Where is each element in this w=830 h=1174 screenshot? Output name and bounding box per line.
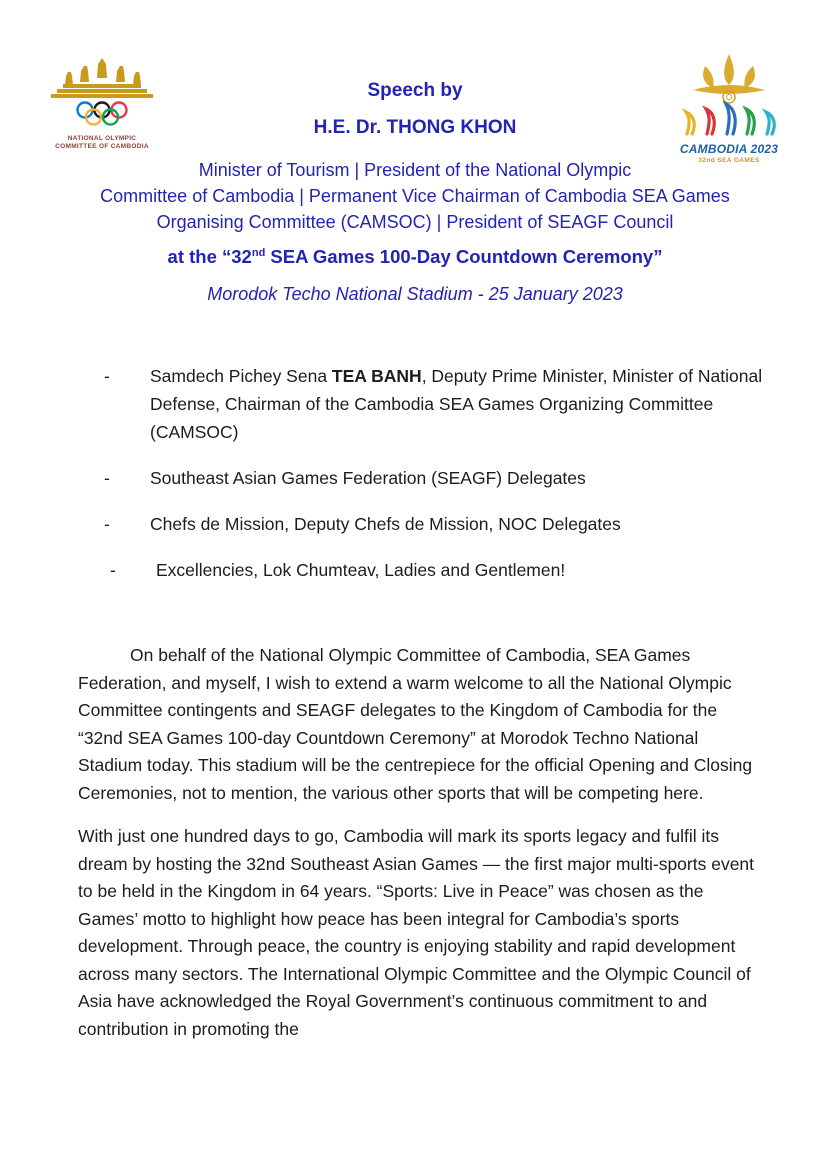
event-title-suffix: SEA Games 100-Day Countdown Ceremony” [265,246,663,267]
speaker-title-line3: Organising Committee (CAMSOC) | President of SEAGF Council [156,212,674,232]
speaker-titles [0,157,830,235]
bullet-dash: - [104,468,110,488]
guest-item-prefix: Samdech Pichey Sena [150,366,332,386]
bullet-dash: - [110,560,116,580]
speaker-title-line1: Minister of Tourism | President of the National Olympic [198,160,632,180]
guest-list-item [78,510,768,538]
guest-list-item [78,464,768,492]
noc-caption-line1: NATIONAL OLYMPIC [67,135,137,142]
noc-caption-line2: COMMITTEE OF CAMBODIA [55,143,149,150]
bullet-dash: - [104,366,110,386]
guest-item-text: Excellencies, Lok Chumteav, Ladies and Gentlemen! [156,560,566,580]
speech-by-label: Speech by [367,80,463,101]
sea-games-subtitle: 32nd SEA GAMES [698,157,760,164]
guest-item-suffix: , Deputy Prime Minister, Minister of National Defense, Chairman of the Cambodia SEA Games Organizing Committee (CAMSOC) [150,366,763,442]
event-title-prefix: at the “32 [167,246,252,267]
event-title [0,246,830,268]
speech-body [78,642,762,1059]
guest-list [78,362,768,602]
speech-paragraph-2: With just one hundred days to go, Cambodia will mark its sports legacy and fulfil its dream by hosting the 32nd Southeast Asian Games — the first major multi-sports event to be held in the Kingdom in 64 years. “Sports: Live in Peace” was chosen as the Games’ motto to highlight how peace has been integral for Cambodia’s sports development. Through peace, the country is enjoying stability and rapid development across many sectors. The International Olympic Committee and the Olympic Council of Asia have acknowledged the Royal Government’s continuous commitment to and contribution in promoting the [78,826,755,1039]
speech-paragraph-1: On behalf of the National Olympic Committee of Cambodia, SEA Games Federation, and myself, I wish to extend a warm welcome to all the National Olympic Committee contingents and SEAGF delegates to the Kingdom of Cambodia for the “32nd SEA Games 100-day Countdown Ceremony” at Morodok Techno National Stadium today. This stadium will be the centrepiece for the official Opening and Closing Ceremonies, not to mention, the various other sports that will be competing here. [78,645,753,803]
sea-games-2023-logo [664,52,794,165]
speaker-title-line2: Committee of Cambodia | Permanent Vice Chairman of Cambodia SEA Games [100,186,730,206]
guest-item-text: Chefs de Mission, Deputy Chefs de Mission, NOC Delegates [150,514,621,534]
guest-list-item [78,362,768,446]
sea-games-title: CAMBODIA 2023 [679,142,779,156]
venue-date-line: Morodok Techo National Stadium - 25 January 2023 [207,284,623,304]
guest-list-item [78,556,768,584]
event-title-ordinal: nd [251,246,266,259]
bullet-dash: - [104,514,110,534]
guest-item-text: Southeast Asian Games Federation (SEAGF) Delegates [150,468,586,488]
speaker-name: H.E. Dr. THONG KHON [313,117,517,138]
guest-item-bold-name: TEA BANH [331,366,422,386]
